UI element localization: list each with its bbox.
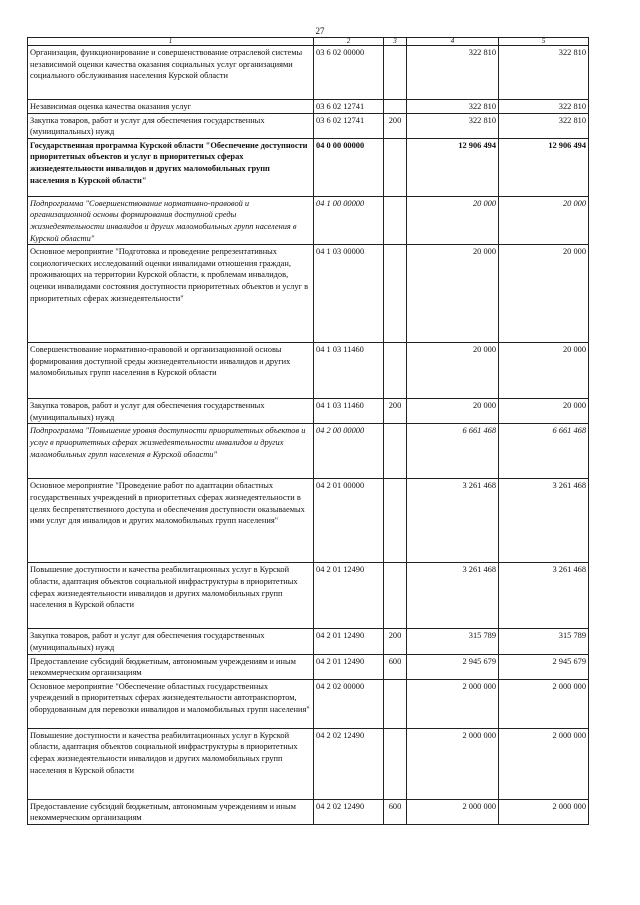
row-expense-type-cell (384, 245, 407, 343)
row-name-cell: Закупка товаров, работ и услуг для обеспечения государственных (муниципальных) нужд (28, 399, 314, 424)
row-amount-cell: 322 810 (407, 46, 499, 100)
row-expense-type-cell (384, 196, 407, 244)
row-amount-cell: 315 789 (499, 629, 589, 654)
row-code-cell: 03 6 02 12741 (314, 100, 384, 114)
row-amount-cell: 12 906 494 (499, 138, 589, 196)
row-expense-type-cell: 600 (384, 799, 407, 824)
row-amount-cell: 315 789 (407, 629, 499, 654)
row-expense-type-cell (384, 424, 407, 479)
table-row (28, 479, 589, 563)
row-name-cell: Повышение доступности и качества реабилитационных услуг в Курской области, адаптация объектов социальной инфраструктуры в приоритетных сферах жизнедеятельности инвалидов и других маломобильных групп населения в Курской области (28, 728, 314, 799)
row-amount-cell: 20 000 (407, 245, 499, 343)
row-name-cell: Совершенствование нормативно-правовой и организационной основы формирования доступной среды жизнедеятельности инвалидов и других маломобильных групп населения в Курской области (28, 343, 314, 399)
row-expense-type-cell: 200 (384, 629, 407, 654)
table-row (28, 654, 589, 679)
row-amount-cell: 3 261 468 (499, 479, 589, 563)
table-row (28, 679, 589, 728)
table-row (28, 343, 589, 399)
column-number-1: 1 (28, 38, 314, 46)
table-row (28, 563, 589, 629)
table-row (28, 245, 589, 343)
row-expense-type-cell: 200 (384, 399, 407, 424)
row-amount-cell: 20 000 (407, 196, 499, 244)
row-amount-cell: 322 810 (407, 100, 499, 114)
row-code-cell: 04 2 02 12490 (314, 728, 384, 799)
row-amount-cell: 2 000 000 (407, 799, 499, 824)
table-row (28, 629, 589, 654)
table-row (28, 196, 589, 244)
row-code-cell: 04 1 03 11460 (314, 399, 384, 424)
row-amount-cell: 322 810 (499, 113, 589, 138)
row-expense-type-cell (384, 46, 407, 100)
column-number-5: 5 (499, 38, 589, 46)
row-amount-cell: 20 000 (407, 343, 499, 399)
row-amount-cell: 6 661 468 (407, 424, 499, 479)
table-row (28, 113, 589, 138)
row-code-cell: 04 2 01 00000 (314, 479, 384, 563)
row-amount-cell: 20 000 (407, 399, 499, 424)
row-amount-cell: 6 661 468 (499, 424, 589, 479)
row-code-cell: 04 2 02 00000 (314, 679, 384, 728)
row-name-cell: Предоставление субсидий бюджетным, автономным учреждениям и иным некоммерческим организациям (28, 654, 314, 679)
row-code-cell: 04 2 02 12490 (314, 799, 384, 824)
budget-table (27, 37, 589, 825)
row-name-cell: Закупка товаров, работ и услуг для обеспечения государственных (муниципальных) нужд (28, 629, 314, 654)
row-amount-cell: 322 810 (499, 46, 589, 100)
row-amount-cell: 322 810 (407, 113, 499, 138)
row-name-cell: Основное мероприятие "Обеспечение областных государственных учреждений в приоритетных сферах жизнедеятельности автотранспортом, оборудованным для перевозки инвалидов и маломобильных групп населения" (28, 679, 314, 728)
row-code-cell: 04 1 03 00000 (314, 245, 384, 343)
row-amount-cell: 2 000 000 (499, 799, 589, 824)
row-code-cell: 03 6 02 12741 (314, 113, 384, 138)
row-code-cell: 04 2 00 00000 (314, 424, 384, 479)
page-number: 27 (315, 26, 325, 36)
row-code-cell: 04 1 03 11460 (314, 343, 384, 399)
row-amount-cell: 3 261 468 (499, 563, 589, 629)
row-amount-cell: 2 000 000 (407, 728, 499, 799)
row-amount-cell: 322 810 (499, 100, 589, 114)
row-name-cell: Основное мероприятие "Подготовка и проведение репрезентативных социологических исследований оценки инвалидами отношения граждан, проживающих на территории Курской области, к проблемам инвалидов, оценки инвалидами состояния доступности приоритетных объектов и услуг в приоритетных сферах жизнедеятельности" (28, 245, 314, 343)
row-amount-cell: 2 000 000 (407, 679, 499, 728)
row-amount-cell: 2 000 000 (499, 679, 589, 728)
row-name-cell: Предоставление субсидий бюджетным, автономным учреждениям и иным некоммерческим организациям (28, 799, 314, 824)
column-number-3: 3 (384, 38, 407, 46)
row-amount-cell: 2 945 679 (407, 654, 499, 679)
row-name-cell: Повышение доступности и качества реабилитационных услуг в Курской области, адаптация объектов социальной инфраструктуры в приоритетных сферах жизнедеятельности инвалидов и других маломобильных групп населения в Курской области (28, 563, 314, 629)
table-row (28, 424, 589, 479)
column-number-2: 2 (314, 38, 384, 46)
table-row (28, 100, 589, 114)
row-expense-type-cell (384, 343, 407, 399)
row-code-cell: 04 2 01 12490 (314, 629, 384, 654)
row-amount-cell: 12 906 494 (407, 138, 499, 196)
table-row (28, 728, 589, 799)
row-code-cell: 04 0 00 00000 (314, 138, 384, 196)
row-name-cell: Организация, функционирование и совершенствование отраслевой системы независимой оценки качества оказания социальных услуг организациями социального обслуживания населения Курской области (28, 46, 314, 100)
row-code-cell: 03 6 02 00000 (314, 46, 384, 100)
table-row (28, 138, 589, 196)
column-number-4: 4 (407, 38, 499, 46)
row-amount-cell: 2 000 000 (499, 728, 589, 799)
row-code-cell: 04 1 00 00000 (314, 196, 384, 244)
row-expense-type-cell (384, 563, 407, 629)
row-code-cell: 04 2 01 12490 (314, 563, 384, 629)
row-code-cell: 04 2 01 12490 (314, 654, 384, 679)
row-expense-type-cell: 600 (384, 654, 407, 679)
row-expense-type-cell (384, 728, 407, 799)
row-name-cell: Основное мероприятие "Проведение работ по адаптации областных государственных учреждений в приоритетных сферах жизнедеятельности в целях беспрепятственного доступа и обеспечения доступности оказываемых ими услуг для инвалидов и других маломобильных групп населения" (28, 479, 314, 563)
row-amount-cell: 20 000 (499, 343, 589, 399)
row-name-cell: Подпрограмма "Повышение уровня доступности приоритетных объектов и услуг в приоритетных сферах жизнедеятельности инвалидов и других маломобильных групп населения в Курской области" (28, 424, 314, 479)
row-amount-cell: 20 000 (499, 196, 589, 244)
column-number-row (28, 38, 589, 46)
row-expense-type-cell (384, 479, 407, 563)
row-amount-cell: 3 261 468 (407, 563, 499, 629)
table-row (28, 399, 589, 424)
row-amount-cell: 2 945 679 (499, 654, 589, 679)
row-expense-type-cell: 200 (384, 113, 407, 138)
row-amount-cell: 20 000 (499, 399, 589, 424)
row-amount-cell: 3 261 468 (407, 479, 499, 563)
budget-table-body (28, 38, 589, 825)
row-expense-type-cell (384, 100, 407, 114)
row-expense-type-cell (384, 679, 407, 728)
row-expense-type-cell (384, 138, 407, 196)
row-name-cell: Независимая оценка качества оказания услуг (28, 100, 314, 114)
row-name-cell: Закупка товаров, работ и услуг для обеспечения государственных (муниципальных) нужд (28, 113, 314, 138)
row-name-cell: Государственная программа Курской области "Обеспечение доступности приоритетных объектов и услуг в приоритетных сферах жизнедеятельности инвалидов и других маломобильных групп населения в Курской области" (28, 138, 314, 196)
row-name-cell: Подпрограмма "Совершенствование нормативно-правовой и организационной основы формирования доступной среды жизнедеятельности инвалидов и других маломобильных групп населения в Курской области" (28, 196, 314, 244)
table-row (28, 799, 589, 824)
row-amount-cell: 20 000 (499, 245, 589, 343)
table-row (28, 46, 589, 100)
